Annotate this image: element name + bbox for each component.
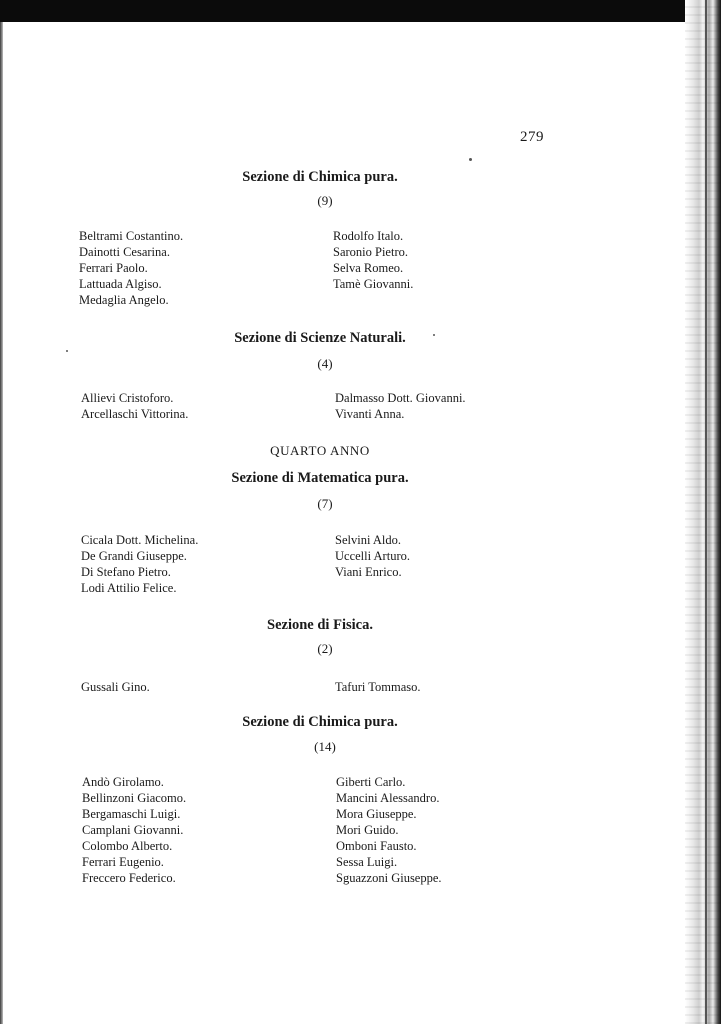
student-name: Camplani Giovanni.	[82, 823, 184, 837]
student-name: Lattuada Algiso.	[79, 277, 162, 291]
student-name: Bellinzoni Giacomo.	[82, 791, 187, 805]
section-count: (14)	[314, 739, 336, 754]
page-number: 279	[520, 129, 544, 145]
name-list-right	[335, 390, 466, 422]
student-name: Freccero Federico.	[82, 871, 176, 885]
name-list-left	[81, 679, 150, 695]
student-name: Sessa Luigi.	[336, 855, 398, 869]
student-name: Medaglia Angelo.	[79, 293, 169, 307]
student-name: Mora Giuseppe.	[336, 807, 417, 821]
section-title-scienze-naturali: Sezione di Scienze Naturali.	[234, 330, 406, 346]
student-name: Vivanti Anna.	[335, 407, 405, 421]
student-name: Mori Guido.	[336, 823, 399, 837]
name-list-right	[333, 228, 413, 292]
student-name: Gussali Gino.	[81, 680, 150, 694]
name-list-right	[336, 774, 442, 886]
student-name: Bergamaschi Luigi.	[82, 807, 181, 821]
section-count: (9)	[317, 193, 333, 208]
section-count: (7)	[317, 496, 333, 511]
name-list-right	[335, 679, 421, 695]
book-spine-edge	[685, 0, 721, 1024]
student-name: Giberti Carlo.	[336, 775, 406, 789]
student-name: Colombo Alberto.	[82, 839, 173, 853]
student-name: Mancini Alessandro.	[336, 791, 440, 805]
name-list-left	[81, 390, 188, 422]
student-name: Sguazzoni Giuseppe.	[336, 871, 442, 885]
section-count: (2)	[317, 641, 333, 656]
section-title-chimica-pura-quarto: Sezione di Chimica pura.	[242, 714, 398, 730]
student-name: Lodi Attilio Felice.	[81, 581, 177, 595]
student-name: Omboni Fausto.	[336, 839, 417, 853]
section-title-matematica-pura: Sezione di Matematica pura.	[231, 470, 409, 486]
student-name: Dainotti Cesarina.	[79, 245, 170, 259]
student-name: Dalmasso Dott. Giovanni.	[335, 391, 466, 405]
student-name: Allievi Cristoforo.	[81, 391, 174, 405]
student-name: Arcellaschi Vittorina.	[81, 407, 189, 421]
section-count: (4)	[317, 356, 333, 371]
name-list-left	[79, 228, 183, 308]
scan-speck	[433, 334, 435, 336]
student-name: Viani Enrico.	[335, 565, 402, 579]
student-name: Cicala Dott. Michelina.	[81, 533, 199, 547]
student-name: Uccelli Arturo.	[335, 549, 410, 563]
student-name: Selva Romeo.	[333, 261, 404, 275]
scan-top-border	[0, 0, 721, 22]
student-name: Rodolfo Italo.	[333, 229, 404, 243]
student-name: Di Stefano Pietro.	[81, 565, 171, 579]
student-name: De Grandi Giuseppe.	[81, 549, 187, 563]
student-name: Ferrari Paolo.	[79, 261, 148, 275]
student-name: Selvini Aldo.	[335, 533, 401, 547]
student-name: Tafuri Tommaso.	[335, 680, 421, 694]
section-title-fisica: Sezione di Fisica.	[267, 617, 373, 633]
student-name: Beltrami Costantino.	[79, 229, 184, 243]
student-name: Tamè Giovanni.	[333, 277, 414, 291]
student-name: Ferrari Eugenio.	[82, 855, 164, 869]
student-name: Andò Girolamo.	[82, 775, 164, 789]
scan-speck	[66, 350, 68, 352]
student-name: Saronio Pietro.	[333, 245, 408, 259]
name-list-left	[81, 532, 198, 596]
name-list-left	[82, 774, 186, 886]
name-list-right	[335, 532, 410, 580]
year-heading: QUARTO ANNO	[270, 443, 370, 458]
scan-speck	[469, 158, 472, 161]
section-title-chimica-pura-terzo: Sezione di Chimica pura.	[242, 169, 398, 185]
